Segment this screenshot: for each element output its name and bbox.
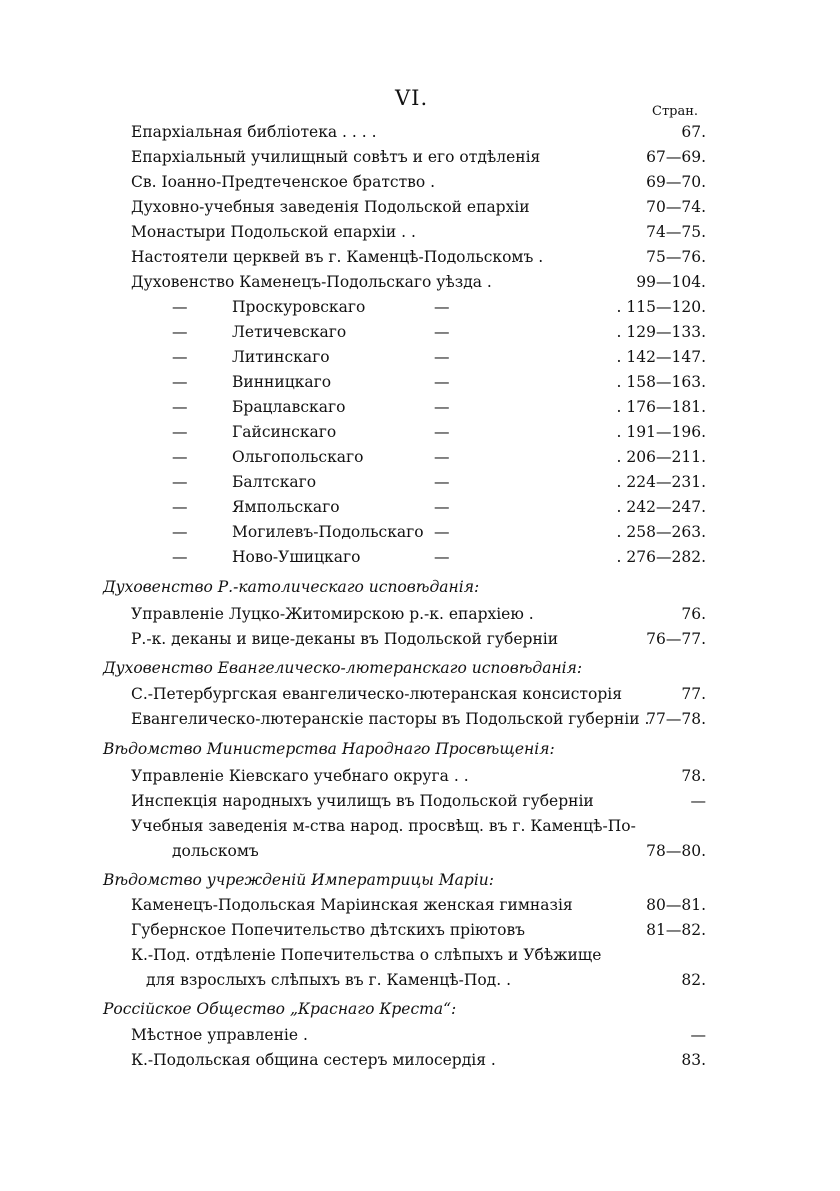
ditto-dash: —	[172, 473, 188, 491]
ditto-dash: —	[434, 373, 450, 391]
ditto-dash: —	[434, 298, 450, 316]
district-entry	[172, 371, 706, 393]
district-pages: . 158—163.	[616, 373, 706, 391]
toc-entry	[131, 603, 706, 625]
district-entry	[172, 396, 706, 418]
toc-entry-title: Управленіе Луцко-Житомирскою р.-к. епархіею .	[131, 605, 534, 623]
district-name: Ямпольскаго	[232, 498, 340, 516]
toc-entry-title: для взрослыхъ слѣпыхъ въ г. Каменцѣ-Под. .	[146, 971, 512, 989]
district-entry	[172, 546, 706, 568]
toc-entry-title: Учебныя заведенія м-ства народ. просвѣщ. въ г. Каменцѣ-По-	[131, 817, 636, 835]
toc-entry	[131, 1049, 706, 1071]
district-entry	[172, 471, 706, 493]
toc-entry-title: К.-Подольская община сестеръ милосердія .	[131, 1051, 496, 1069]
toc-entry	[131, 683, 706, 705]
toc-entry-title: К.-Под. отдѣленіе Попечительства о слѣпыхъ и Убѣжище	[131, 946, 602, 964]
district-entry	[172, 496, 706, 518]
toc-entry	[131, 121, 706, 143]
section-heading: Вѣдомство учрежденій Императрицы Маріи:	[103, 871, 495, 889]
district-name: Летичевскаго	[232, 323, 347, 341]
toc-entry-pages: 83.	[681, 1051, 706, 1069]
ditto-dash: —	[172, 498, 188, 516]
district-name: Литинскаго	[232, 348, 330, 366]
ditto-dash: —	[172, 523, 188, 541]
district-name: Ольгопольскаго	[232, 448, 364, 466]
ditto-dash: —	[434, 498, 450, 516]
section-heading: Духовенство Р.-католическаго исповѣданія:	[103, 578, 480, 596]
toc-entry-pages: 80—81.	[646, 896, 706, 914]
ditto-dash: —	[434, 523, 450, 541]
toc-entry	[131, 171, 706, 193]
district-pages: . 191—196.	[616, 423, 706, 441]
toc-entry-pages: 74—75.	[646, 223, 706, 241]
district-name: Проскуровскаго	[232, 298, 366, 316]
district-name: Брацлавскаго	[232, 398, 346, 416]
ditto-dash: —	[434, 423, 450, 441]
toc-entry-title: Управленіе Кіевскаго учебнаго округа . .	[131, 767, 469, 785]
toc-entry-pages: 67—69.	[646, 148, 706, 166]
toc-entry	[131, 708, 706, 730]
toc-entry	[131, 894, 706, 916]
toc-entry-title: Духовенство Каменецъ-Подольскаго уѣзда .	[131, 273, 492, 291]
toc-entry-pages: 82.	[681, 971, 706, 989]
toc-entry-title: Инспекція народныхъ училищъ въ Подольской губерніи	[131, 792, 594, 810]
ditto-dash: —	[172, 348, 188, 366]
ditto-dash: —	[172, 373, 188, 391]
ditto-dash: —	[172, 298, 188, 316]
district-pages: . 129—133.	[616, 323, 706, 341]
toc-entry	[131, 221, 706, 243]
district-pages: . 242—247.	[616, 498, 706, 516]
district-pages: . 258—263.	[616, 523, 706, 541]
toc-entry-title: Св. Іоанно-Предтеченское братство .	[131, 173, 436, 191]
district-pages: . 142—147.	[616, 348, 706, 366]
toc-entry-pages: 70—74.	[646, 198, 706, 216]
district-name: Гайсинскаго	[232, 423, 337, 441]
toc-entry-title: Евангелическо-лютеранскіе пасторы въ Подольской губерніи .	[131, 710, 650, 728]
toc-entry-pages: 67.	[681, 123, 706, 141]
district-entry	[172, 346, 706, 368]
toc-entry	[131, 944, 706, 966]
district-entry	[172, 421, 706, 443]
toc-entry-pages: 77—78.	[646, 710, 706, 728]
toc-entry-pages: 69—70.	[646, 173, 706, 191]
toc-entry-pages: 78.	[681, 767, 706, 785]
toc-entry-pages: 78—80.	[646, 842, 706, 860]
toc-entry-title: Епархіальный училищный совѣтъ и его отдѣленія	[131, 148, 541, 166]
ditto-dash: —	[434, 548, 450, 566]
district-name: Ново-Ушицкаго	[232, 548, 361, 566]
district-name: Балтскаго	[232, 473, 317, 491]
toc-entry	[146, 969, 706, 991]
toc-entry	[131, 815, 706, 837]
toc-entry	[131, 790, 706, 812]
toc-entry-title: дольскомъ	[172, 842, 259, 860]
toc-entry-title: Духовно-учебныя заведенія Подольской епархіи	[131, 198, 530, 216]
toc-entry-pages: 76—77.	[646, 630, 706, 648]
section-heading: Россійское Общество „Краснаго Креста“:	[103, 1000, 457, 1018]
ditto-dash: —	[172, 323, 188, 341]
toc-entry	[131, 196, 706, 218]
ditto-dash: —	[434, 398, 450, 416]
district-pages: . 276—282.	[616, 548, 706, 566]
section-heading: Вѣдомство Министерства Народнаго Просвѣщенія:	[103, 740, 555, 758]
ditto-dash: —	[434, 348, 450, 366]
toc-entry	[131, 146, 706, 168]
toc-entry-pages: —	[690, 792, 706, 810]
toc-entry	[131, 1024, 706, 1046]
toc-entry-title: Каменецъ-Подольская Маріинская женская гимназія	[131, 896, 573, 914]
toc-entry-title: Губернское Попечительство дѣтскихъ пріютовъ	[131, 921, 526, 939]
toc-entry-title: С.-Петербургская евангелическо-лютеранская консисторія	[131, 685, 622, 703]
toc-entry	[131, 765, 706, 787]
toc-entry-pages: 77.	[681, 685, 706, 703]
ditto-dash: —	[434, 448, 450, 466]
toc-entry-title: Мѣстное управленіе .	[131, 1026, 308, 1044]
toc-entry-title: Епархіальная библіотека . . . .	[131, 123, 377, 141]
district-name: Могилевъ-Подольскаго	[232, 523, 424, 541]
toc-entry-title: Р.-к. деканы и вице-деканы въ Подольской губерніи	[131, 630, 559, 648]
ditto-dash: —	[172, 448, 188, 466]
toc-entry-pages: 99—104.	[636, 273, 706, 291]
toc-entry	[131, 628, 706, 650]
district-entry	[172, 446, 706, 468]
district-entry	[172, 296, 706, 318]
toc-entry-title: Настоятели церквей въ г. Каменцѣ-Подольскомъ .	[131, 248, 544, 266]
district-entry	[172, 521, 706, 543]
toc-entry-pages: —	[690, 1026, 706, 1044]
district-pages: . 115—120.	[616, 298, 706, 316]
district-pages: . 224—231.	[616, 473, 706, 491]
toc-entry-title: Монастыри Подольской епархіи . .	[131, 223, 416, 241]
toc-entry-pages: 76.	[681, 605, 706, 623]
ditto-dash: —	[434, 323, 450, 341]
toc-entry	[172, 840, 706, 862]
district-pages: . 176—181.	[616, 398, 706, 416]
district-name: Винницкаго	[232, 373, 332, 391]
district-entry	[172, 321, 706, 343]
ditto-dash: —	[172, 423, 188, 441]
toc-entry-pages: 81—82.	[646, 921, 706, 939]
page-column-header: Стран.	[652, 104, 699, 119]
district-pages: . 206—211.	[616, 448, 706, 466]
ditto-dash: —	[172, 398, 188, 416]
toc-entry	[131, 271, 706, 293]
toc-entry-pages: 75—76.	[646, 248, 706, 266]
ditto-dash: —	[172, 548, 188, 566]
page-number: VI.	[395, 86, 429, 110]
section-heading: Духовенство Евангелическо-лютеранскаго исповѣданія:	[103, 659, 583, 677]
toc-entry	[131, 246, 706, 268]
toc-entry	[131, 919, 706, 941]
ditto-dash: —	[434, 473, 450, 491]
